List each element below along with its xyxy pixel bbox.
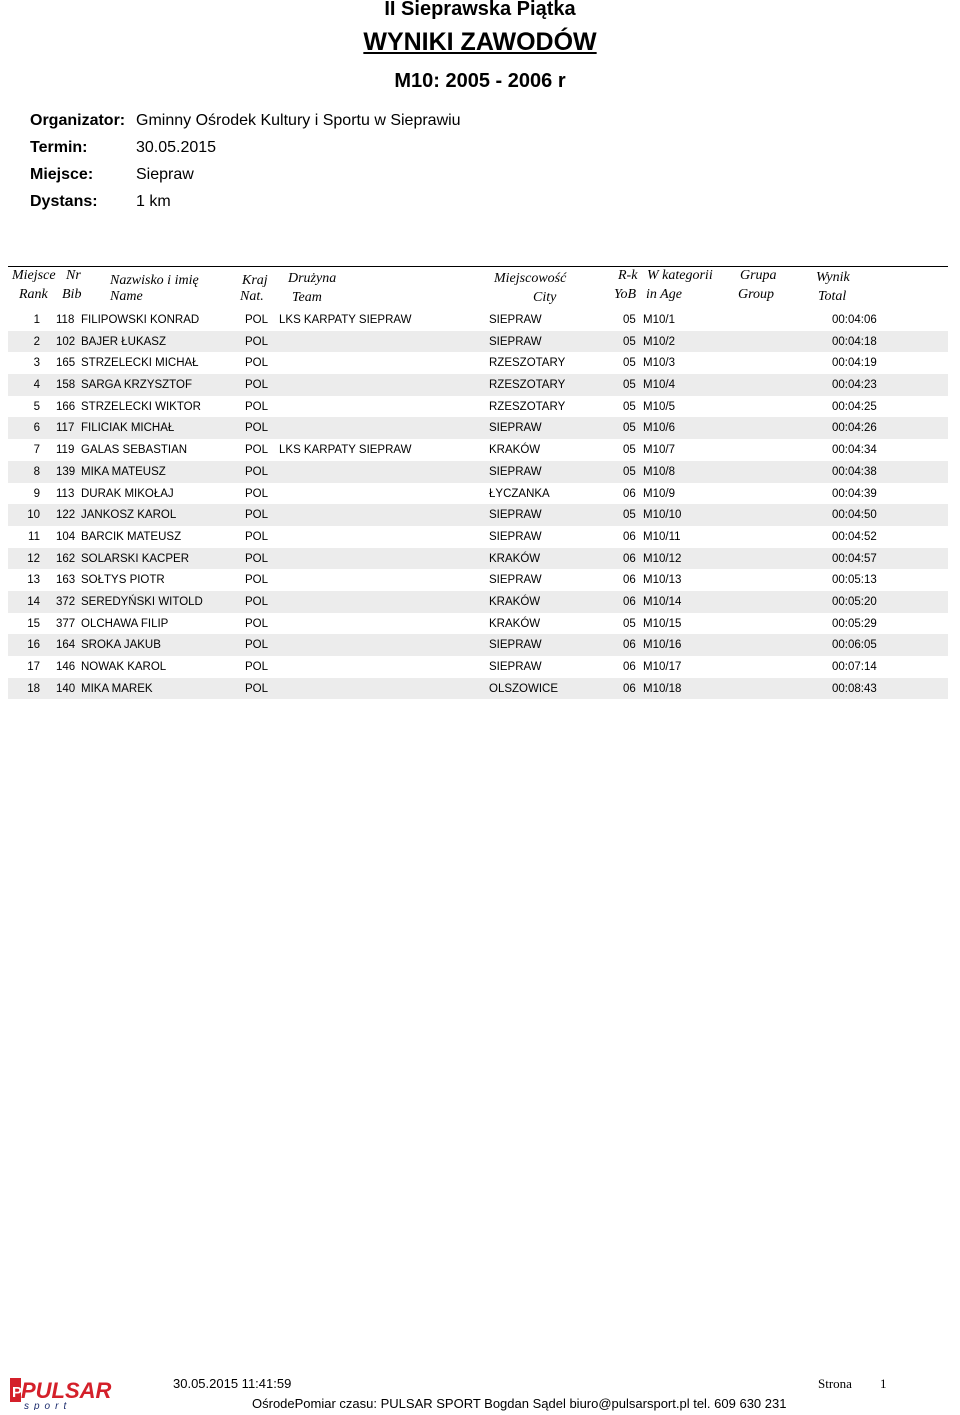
cell-nat: POL bbox=[245, 444, 269, 457]
logo-sub-text: sport bbox=[24, 1401, 72, 1410]
col-header-group-pl: Grupa bbox=[740, 268, 777, 283]
cell-total: 00:04:25 bbox=[832, 400, 877, 413]
table-row bbox=[8, 548, 948, 570]
cell-nat: POL bbox=[245, 400, 269, 413]
cell-city: SIEPRAW bbox=[489, 465, 542, 478]
cell-name: BARCIK MATEUSZ bbox=[81, 530, 182, 543]
distance-value: 1 km bbox=[136, 193, 171, 210]
footer-timestamp: 30.05.2015 11:41:59 bbox=[173, 1376, 292, 1391]
cell-nat: POL bbox=[245, 530, 269, 543]
logo-main-text: PULSAR bbox=[21, 1378, 112, 1403]
cell-city: SIEPRAW bbox=[489, 314, 542, 326]
cell-name: BAJER ŁUKASZ bbox=[81, 335, 166, 348]
cell-city: ŁYCZANKA bbox=[489, 487, 550, 500]
cell-nat: POL bbox=[245, 617, 269, 630]
cell-age: M10/4 bbox=[643, 379, 675, 392]
table-row bbox=[8, 591, 948, 613]
cell-rank: 8 bbox=[33, 465, 40, 478]
cell-rank: 10 bbox=[27, 509, 40, 522]
cell-yob: 06 bbox=[623, 595, 636, 608]
category-title: M10: 2005 - 2006 r bbox=[394, 70, 566, 92]
cell-yob: 06 bbox=[623, 661, 636, 673]
cell-total: 00:07:14 bbox=[832, 661, 877, 673]
cell-bib: 119 bbox=[56, 444, 75, 457]
cell-total: 00:04:38 bbox=[832, 465, 877, 478]
cell-rank: 3 bbox=[33, 357, 40, 370]
cell-name: GALAS SEBASTIAN bbox=[81, 444, 188, 457]
table-row bbox=[8, 656, 948, 678]
col-header-name-pl: Nazwisko i imię bbox=[110, 273, 199, 288]
cell-city: SIEPRAW bbox=[489, 509, 542, 522]
cell-yob: 05 bbox=[623, 314, 636, 326]
col-header-total-en: Total bbox=[818, 289, 847, 304]
col-header-age-en: in Age bbox=[646, 287, 682, 302]
cell-nat: POL bbox=[245, 357, 269, 370]
cell-bib: 146 bbox=[56, 661, 76, 673]
col-header-team-en: Team bbox=[292, 290, 322, 305]
col-header-bib-pl: Nr bbox=[66, 268, 81, 283]
cell-name: FILIPOWSKI KONRAD bbox=[81, 314, 200, 326]
cell-nat: POL bbox=[245, 335, 269, 348]
col-header-city-pl: Miejscowość bbox=[494, 271, 567, 286]
cell-name: FILICIAK MICHAŁ bbox=[81, 422, 175, 435]
cell-age: M10/14 bbox=[643, 595, 682, 608]
cell-rank: 11 bbox=[28, 530, 40, 543]
cell-city: RZESZOTARY bbox=[489, 379, 566, 392]
cell-bib: 164 bbox=[56, 639, 76, 652]
cell-total: 00:04:06 bbox=[832, 314, 877, 326]
cell-bib: 166 bbox=[56, 400, 76, 413]
table-row bbox=[8, 417, 948, 439]
col-header-group-en: Group bbox=[738, 287, 775, 302]
cell-age: M10/8 bbox=[643, 465, 675, 478]
cell-bib: 163 bbox=[56, 574, 76, 587]
cell-yob: 06 bbox=[623, 682, 636, 695]
table-row bbox=[8, 461, 948, 483]
table-row bbox=[8, 483, 948, 505]
cell-total: 00:04:34 bbox=[832, 444, 877, 457]
table-row bbox=[8, 634, 948, 656]
place-label: Miejsce: bbox=[30, 166, 94, 183]
results-table bbox=[8, 309, 948, 699]
col-header-nat-pl: Kraj bbox=[242, 273, 268, 288]
cell-bib: 377 bbox=[56, 617, 76, 630]
cell-city: SIEPRAW bbox=[489, 574, 542, 587]
cell-age: M10/10 bbox=[643, 509, 682, 522]
cell-name: DURAK MIKOŁAJ bbox=[81, 487, 174, 500]
date-label: Termin: bbox=[30, 139, 88, 156]
cell-name: STRZELECKI MICHAŁ bbox=[81, 357, 199, 370]
col-header-yob-pl: R-k bbox=[618, 268, 638, 283]
col-header-team-pl: Drużyna bbox=[288, 271, 337, 286]
cell-city: SIEPRAW bbox=[489, 422, 542, 435]
cell-yob: 06 bbox=[623, 487, 636, 500]
cell-nat: POL bbox=[245, 487, 269, 500]
cell-nat: POL bbox=[245, 552, 269, 565]
cell-nat: POL bbox=[245, 422, 269, 435]
cell-age: M10/5 bbox=[643, 400, 675, 413]
cell-yob: 05 bbox=[623, 335, 636, 348]
table-row bbox=[8, 396, 948, 418]
event-name: II Sieprawska Piątka bbox=[384, 0, 576, 20]
table-row bbox=[8, 439, 948, 461]
col-header-name-en: Name bbox=[110, 289, 143, 304]
cell-total: 00:04:39 bbox=[832, 487, 877, 500]
cell-bib: 372 bbox=[56, 595, 76, 608]
cell-team: LKS KARPATY SIEPRAW bbox=[279, 444, 412, 457]
cell-nat: POL bbox=[245, 682, 269, 695]
cell-bib: 122 bbox=[56, 509, 76, 522]
cell-rank: 7 bbox=[33, 444, 40, 457]
cell-yob: 05 bbox=[623, 465, 636, 478]
cell-bib: 139 bbox=[56, 465, 76, 478]
col-header-yob-en: YoB bbox=[614, 287, 637, 302]
col-header-city-en: City bbox=[533, 290, 557, 305]
cell-name: MIKA MATEUSZ bbox=[81, 465, 166, 478]
cell-rank: 2 bbox=[33, 335, 40, 348]
cell-total: 00:08:43 bbox=[832, 682, 877, 695]
cell-name: SOLARSKI KACPER bbox=[81, 552, 190, 565]
cell-name: STRZELECKI WIKTOR bbox=[81, 400, 201, 413]
table-row bbox=[8, 504, 948, 526]
cell-name: OLCHAWA FILIP bbox=[81, 617, 169, 630]
cell-age: M10/15 bbox=[643, 617, 682, 630]
cell-age: M10/9 bbox=[643, 487, 675, 500]
cell-rank: 15 bbox=[27, 617, 40, 630]
cell-age: M10/6 bbox=[643, 422, 675, 435]
cell-city: SIEPRAW bbox=[489, 661, 542, 673]
cell-rank: 12 bbox=[27, 552, 40, 565]
cell-rank: 13 bbox=[27, 574, 40, 587]
date-value: 30.05.2015 bbox=[136, 139, 217, 156]
cell-bib: 104 bbox=[56, 530, 76, 543]
cell-yob: 06 bbox=[623, 639, 636, 652]
col-header-bib-en: Bib bbox=[62, 287, 82, 302]
cell-total: 00:04:26 bbox=[832, 422, 877, 435]
cell-total: 00:04:57 bbox=[832, 552, 877, 565]
cell-age: M10/7 bbox=[643, 444, 675, 457]
table-row bbox=[8, 526, 948, 548]
cell-city: RZESZOTARY bbox=[489, 357, 566, 370]
cell-total: 00:04:18 bbox=[832, 335, 877, 348]
cell-yob: 05 bbox=[623, 422, 636, 435]
cell-bib: 118 bbox=[56, 314, 75, 326]
cell-total: 00:04:50 bbox=[832, 509, 877, 522]
cell-rank: 5 bbox=[33, 400, 40, 413]
organizer-value: Gminny Ośrodek Kultury i Sportu w Sieprawiu bbox=[136, 112, 461, 129]
results-title: WYNIKI ZAWODÓW bbox=[363, 28, 597, 56]
cell-yob: 05 bbox=[623, 357, 636, 370]
cell-rank: 18 bbox=[27, 682, 40, 695]
cell-nat: POL bbox=[245, 379, 269, 392]
footer-page-number: 1 bbox=[880, 1376, 887, 1391]
cell-bib: 165 bbox=[56, 357, 76, 370]
cell-yob: 06 bbox=[623, 530, 636, 543]
cell-rank: 14 bbox=[27, 595, 40, 608]
cell-name: SEREDYŃSKI WITOLD bbox=[81, 595, 203, 608]
cell-yob: 06 bbox=[623, 574, 636, 587]
cell-city: KRAKÓW bbox=[489, 444, 541, 457]
pulsar-sport-logo bbox=[10, 1376, 114, 1410]
cell-total: 00:04:52 bbox=[832, 530, 877, 543]
col-header-rank-en: Rank bbox=[19, 287, 48, 302]
cell-name: JANKOSZ KAROL bbox=[81, 509, 177, 522]
cell-city: SIEPRAW bbox=[489, 530, 542, 543]
cell-nat: POL bbox=[245, 509, 269, 522]
col-header-total-pl: Wynik bbox=[816, 270, 850, 285]
cell-city: SIEPRAW bbox=[489, 335, 542, 348]
cell-bib: 113 bbox=[56, 487, 75, 500]
cell-name: NOWAK KAROL bbox=[81, 661, 167, 673]
cell-nat: POL bbox=[245, 595, 269, 608]
svg-text:P: P bbox=[12, 1384, 23, 1401]
cell-rank: 6 bbox=[33, 422, 40, 435]
footer-page-label: Strona bbox=[818, 1376, 852, 1391]
table-row bbox=[8, 613, 948, 635]
cell-yob: 05 bbox=[623, 379, 636, 392]
cell-bib: 102 bbox=[56, 335, 76, 348]
cell-age: M10/16 bbox=[643, 639, 682, 652]
cell-city: RZESZOTARY bbox=[489, 400, 566, 413]
col-header-rank-pl: Miejsce bbox=[12, 268, 56, 283]
cell-bib: 117 bbox=[56, 422, 75, 435]
cell-yob: 06 bbox=[623, 552, 636, 565]
cell-age: M10/11 bbox=[643, 530, 681, 543]
table-row bbox=[8, 331, 948, 353]
cell-age: M10/12 bbox=[643, 552, 682, 565]
cell-nat: POL bbox=[245, 574, 269, 587]
cell-name: SROKA JAKUB bbox=[81, 639, 161, 652]
cell-yob: 05 bbox=[623, 509, 636, 522]
cell-age: M10/13 bbox=[643, 574, 682, 587]
cell-total: 00:04:19 bbox=[832, 357, 877, 370]
cell-city: KRAKÓW bbox=[489, 617, 541, 630]
table-row bbox=[8, 352, 948, 374]
cell-total: 00:05:29 bbox=[832, 617, 877, 630]
cell-yob: 05 bbox=[623, 444, 636, 457]
cell-city: KRAKÓW bbox=[489, 595, 541, 608]
cell-name: MIKA MAREK bbox=[81, 682, 153, 695]
cell-total: 00:04:23 bbox=[832, 379, 877, 392]
cell-total: 00:05:20 bbox=[832, 595, 877, 608]
table-row bbox=[8, 569, 948, 591]
cell-rank: 1 bbox=[33, 314, 40, 326]
cell-nat: POL bbox=[245, 465, 269, 478]
cell-bib: 158 bbox=[56, 379, 76, 392]
cell-city: KRAKÓW bbox=[489, 552, 541, 565]
cell-age: M10/1 bbox=[643, 314, 675, 326]
cell-rank: 17 bbox=[27, 661, 40, 673]
col-header-age-pl: W kategorii bbox=[647, 268, 713, 283]
cell-rank: 9 bbox=[33, 487, 40, 500]
table-row bbox=[8, 678, 948, 700]
cell-age: M10/3 bbox=[643, 357, 675, 370]
cell-total: 00:06:05 bbox=[832, 639, 877, 652]
cell-bib: 162 bbox=[56, 552, 76, 565]
cell-city: OLSZOWICE bbox=[489, 682, 559, 695]
cell-yob: 05 bbox=[623, 400, 636, 413]
cell-nat: POL bbox=[245, 639, 269, 652]
cell-age: M10/17 bbox=[643, 661, 682, 673]
footer-credit: OśrodePomiar czasu: PULSAR SPORT Bogdan Sądel biuro@pulsarsport.pl tel. 609 630 231 bbox=[252, 1396, 787, 1411]
cell-rank: 4 bbox=[33, 379, 40, 392]
cell-team: LKS KARPATY SIEPRAW bbox=[279, 314, 412, 326]
cell-nat: POL bbox=[245, 661, 269, 673]
cell-nat: POL bbox=[245, 314, 269, 326]
table-row bbox=[8, 309, 948, 331]
cell-city: SIEPRAW bbox=[489, 639, 542, 652]
distance-label: Dystans: bbox=[30, 193, 98, 210]
col-header-nat-en: Nat. bbox=[240, 289, 264, 304]
cell-rank: 16 bbox=[27, 639, 40, 652]
header-line bbox=[8, 266, 948, 267]
cell-total: 00:05:13 bbox=[832, 574, 877, 587]
cell-bib: 140 bbox=[56, 682, 76, 695]
cell-name: SOŁTYS PIOTR bbox=[81, 574, 165, 587]
organizer-label: Organizator: bbox=[30, 112, 126, 129]
place-value: Siepraw bbox=[136, 166, 194, 183]
table-row bbox=[8, 374, 948, 396]
cell-name: SARGA KRZYSZTOF bbox=[81, 379, 192, 392]
cell-yob: 05 bbox=[623, 617, 636, 630]
cell-age: M10/2 bbox=[643, 335, 675, 348]
cell-age: M10/18 bbox=[643, 682, 682, 695]
